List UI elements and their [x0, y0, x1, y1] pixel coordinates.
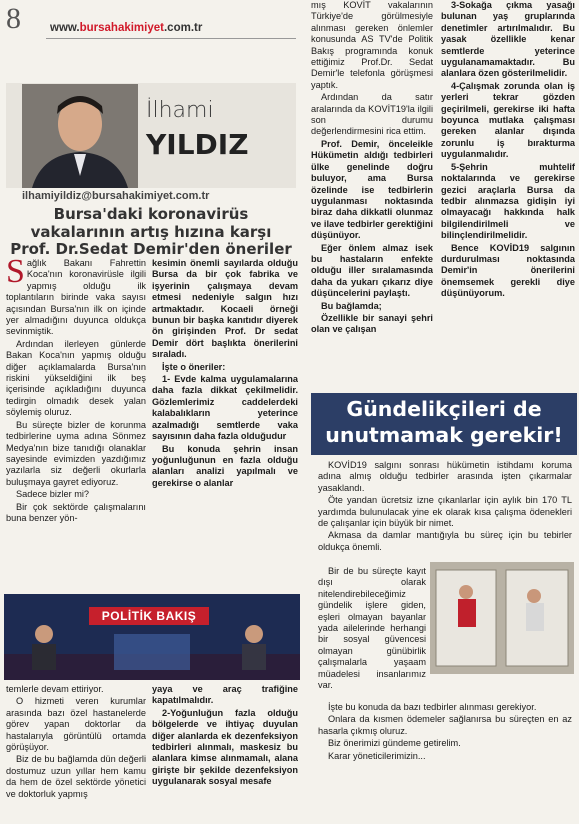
- col4-paragraph: 5-Şehrin muhtelif noktalarında ve gerekirse gezici araçlarla Bursa da tedbir alınmazsa gidişin iyi olmayacağı hakkında halk bilgilendirilmeli ve bilinçlendirilmelidir.: [441, 161, 575, 241]
- drop-cap: S: [6, 258, 25, 290]
- column-2b: [152, 684, 298, 824]
- site-brand: bursahakimiyet: [79, 22, 164, 34]
- column-3: [311, 0, 433, 380]
- col1b-paragraph: O hizmeti veren kurumlar arasında bazı özel hastanelerde görev yapan doktorlar da hastalarıyla görüntülü ortamda görüşüyor.: [6, 696, 146, 753]
- col3-paragraph: Bu bağlamda;: [321, 300, 382, 311]
- column-5-bottom: [318, 702, 572, 824]
- col1-lead: ağlık Bakanı Fahrettin Koca'nın koronavirüsle ilgili yapmış olduğu ilk toplantıların birinde vaka sayısı açısından Bursa'nın ilk on içinde yer almadığını duyunca oldukça sevinmiştik.: [6, 258, 146, 337]
- col4-paragraph: 4-Çalışmak zorunda olan iş yerleri tekrar gözden geçirilmeli, gerekirse iki hafta boyunca mutlaka çalışması gereken alanlar dışında zorunlu iş bırakturma uygulanmalıdır.: [441, 80, 575, 160]
- window-cleaner-icon: [430, 562, 574, 674]
- column-4: [441, 0, 575, 380]
- col2b-paragraph: 2-Yoğunluğun fazla olduğu bölgelerde ve ihtiyaç duyulan diğer alanlarda ek dezenfeksiyon tedbirleri alınmalı, maskesiz bu alanlara kimse alınmamalı, alana girişte bir şekilde dezenfeksiyon uygulanarak sosyal mesafe: [152, 707, 298, 787]
- col3-paragraph: Özellikle bir sanayi şehri olan ve çalışan: [311, 312, 433, 335]
- col4-paragraph: Bence KOVİD19 salgının durdurulması noktasında Demir'in önerilerini önemsemek gerekli diye düşünüyorum.: [441, 242, 575, 299]
- column-5-narrow: [318, 566, 426, 700]
- col5-paragraph: İşte bu konuda da bazı tedbirler alınması gerekiyor.: [328, 702, 537, 712]
- col5-paragraph: KOVİD19 salgını sonrası hükümetin istihdamı koruma adına almış olduğu tedbirler arasında işten çıkarmalar yasaklandı.: [318, 460, 572, 493]
- section-title: [311, 396, 577, 448]
- col3-paragraph: mış KOVİT vakalarının Türkiye'de görülmesiyle alınması gereken önlemler konusunda AS TV'de Politik Bakış programında konuk ettiğimiz Prof.Dr. Sedat Demir'le telefonla görüşmesi yaptık.: [311, 0, 433, 90]
- col5-paragraph: Biz önerimizi gündeme getirelim.: [328, 738, 461, 749]
- headline-line-1: Bursa'daki koronavirüs: [53, 205, 249, 223]
- headline-line-2: vakalarının artış hızına karşı: [30, 222, 272, 241]
- tv-program-title: POLİTİK BAKIŞ: [89, 607, 209, 625]
- column-2: [152, 258, 298, 588]
- col4-paragraph: 3-Sokağa çıkma yasağı bulunan yaş gruplarında denetimler artırılmalıdır. Bu yasak özellikle kenar semtlerde yeterince uygulanamamaktadır. Bu alanlara özen gösterilmelidir.: [441, 0, 575, 79]
- col1-paragraph: Sadece bizler mi?: [16, 489, 90, 500]
- author-photo: [22, 84, 138, 188]
- site-suffix: .com.tr: [163, 22, 203, 34]
- col5-paragraph: Bir de bu süreçte kayıt dışı olarak nitelendirebileceğimiz gündelik işlere giden, eşleri olmayan bayanlar yada ailelerinde herhangi bir sosyal güvencesi olmayan günübirlik çalışmalarla yaşaam müadelesi insanlarımız var.: [318, 566, 426, 691]
- cleaner-photo: [430, 562, 574, 674]
- site-prefix: www.: [50, 22, 80, 34]
- article-headline: [6, 206, 296, 259]
- author-email[interactable]: ilhamiyildiz@bursahakimiyet.com.tr: [22, 190, 210, 202]
- col1b-paragraph: Biz de bu bağlamda dün değerli dostumuz uzun yıllar hem kamu da hem de özel sektörde yönetici ve doktorluk yapmış: [6, 754, 146, 799]
- site-url[interactable]: [50, 22, 202, 34]
- column-5: [318, 460, 572, 560]
- col3-paragraph: Ardından da satır aralarında da KOVİT19'la ilgili son durumu değerlendirmesini rica ettim.: [311, 92, 433, 137]
- section-title-line-2: unutmamak gerekir!: [325, 423, 563, 447]
- col5-paragraph: Karar yöneticilerimizin...: [328, 750, 426, 761]
- author-first-name: İlhami: [146, 98, 214, 123]
- col1-paragraph: Ardından ilerleyen günlerde Bakan Koca'nın yapmış olduğu diğer açıklamalarda Bursa'nın riskini yükseldiğini ilk beş içerisinde açıkladığını duyunca tedirgin olmadık desek yalan söylemiş oluruz.: [6, 338, 146, 418]
- column-1: [6, 258, 146, 588]
- col2-paragraph: İşte o öneriler:: [162, 361, 226, 372]
- header-rule: [46, 38, 296, 39]
- col5-paragraph: Onlara da kısmen ödemeler sağlanırsa bu süreçten en az hasarla çıkmış oluruz.: [318, 714, 572, 736]
- col2-paragraph: kesimin önemli sayılarda olduğu Bursa da bir çok fabrika ve işyerinin çalışmaya devam etmesi nedeniyle salgın hızı artmaktadır. Kocaeli örneği bunun bir başka kanıtıdır diyerek ön girişinden Prof. Dr sedat Demir dört başlıkta önerilerini sıraladı.: [152, 258, 298, 360]
- headline-line-3: Prof. Dr.Sedat Demir'den öneriler: [10, 240, 292, 258]
- author-last-name: YILDIZ: [146, 128, 249, 161]
- col2-paragraph: Bu konuda şehrin insan yoğunluğunun en fazla olduğu alanları analizi yapılmalı ve gerekirse o alanlar: [152, 443, 298, 488]
- col1b-paragraph: temlerle devam ettiriyor.: [6, 684, 104, 694]
- page-number: 8: [6, 2, 21, 35]
- col3-paragraph: Prof. Demir, önceleikle Hükümetin aldığı tedbirleri ülke genelinde doğru buluyor, ama Bursa özelinde ise tedbirlerin uygulanması noktasında biraz daha dikkatli olunmaz ve ilave tedbirler gerektiğini düşünüyor.: [311, 138, 433, 241]
- section-title-line-1: Gündelikçileri de: [346, 397, 542, 421]
- col3-paragraph: Eğer önlem almaz isek bu hastaların enfekte olduğu iller sıralamasında daha da yukarı çıkarız diye düşüncelerini paylaştı.: [311, 242, 433, 299]
- col5-paragraph: Öte yandan ücretsiz izne çıkanlarlar için aylık bin 170 TL yardımda bulunulacak yine ek olarak kısa çalışma ödenekleri de çalışanlar için büyük bir nimet.: [318, 495, 572, 529]
- col2-paragraph: 1- Evde kalma uygulamalarına daha fazla dikkat çekilmelidir. Gözlemlerimiz caddelerdeki kalabalıkların yeterince azalmadığı semtlerde vaka sayısının daha fazla olduğudur: [152, 374, 298, 442]
- col5-paragraph: Akmasa da damlar mantığıyla bu süreç için bu tebirler oldukça önemli.: [318, 530, 572, 552]
- author-portrait-icon: [22, 84, 138, 188]
- col2b-paragraph: yaya ve araç trafiğine kapatılmalıdır.: [152, 684, 298, 706]
- col1-paragraph: Bir çok sektörde çalışmalarını buna benzer yön-: [6, 501, 146, 523]
- col1-paragraph: Bu süreçte bizler de korunma tedbirlerine uyma adına Sönmez Medya'nın bize tanıdığı olanaklar sayesinde evimizden yazdığımız yazılarla siz değerli okurlarla buluşmaya gayret ediyoruz.: [6, 419, 146, 487]
- column-1b: [6, 684, 146, 824]
